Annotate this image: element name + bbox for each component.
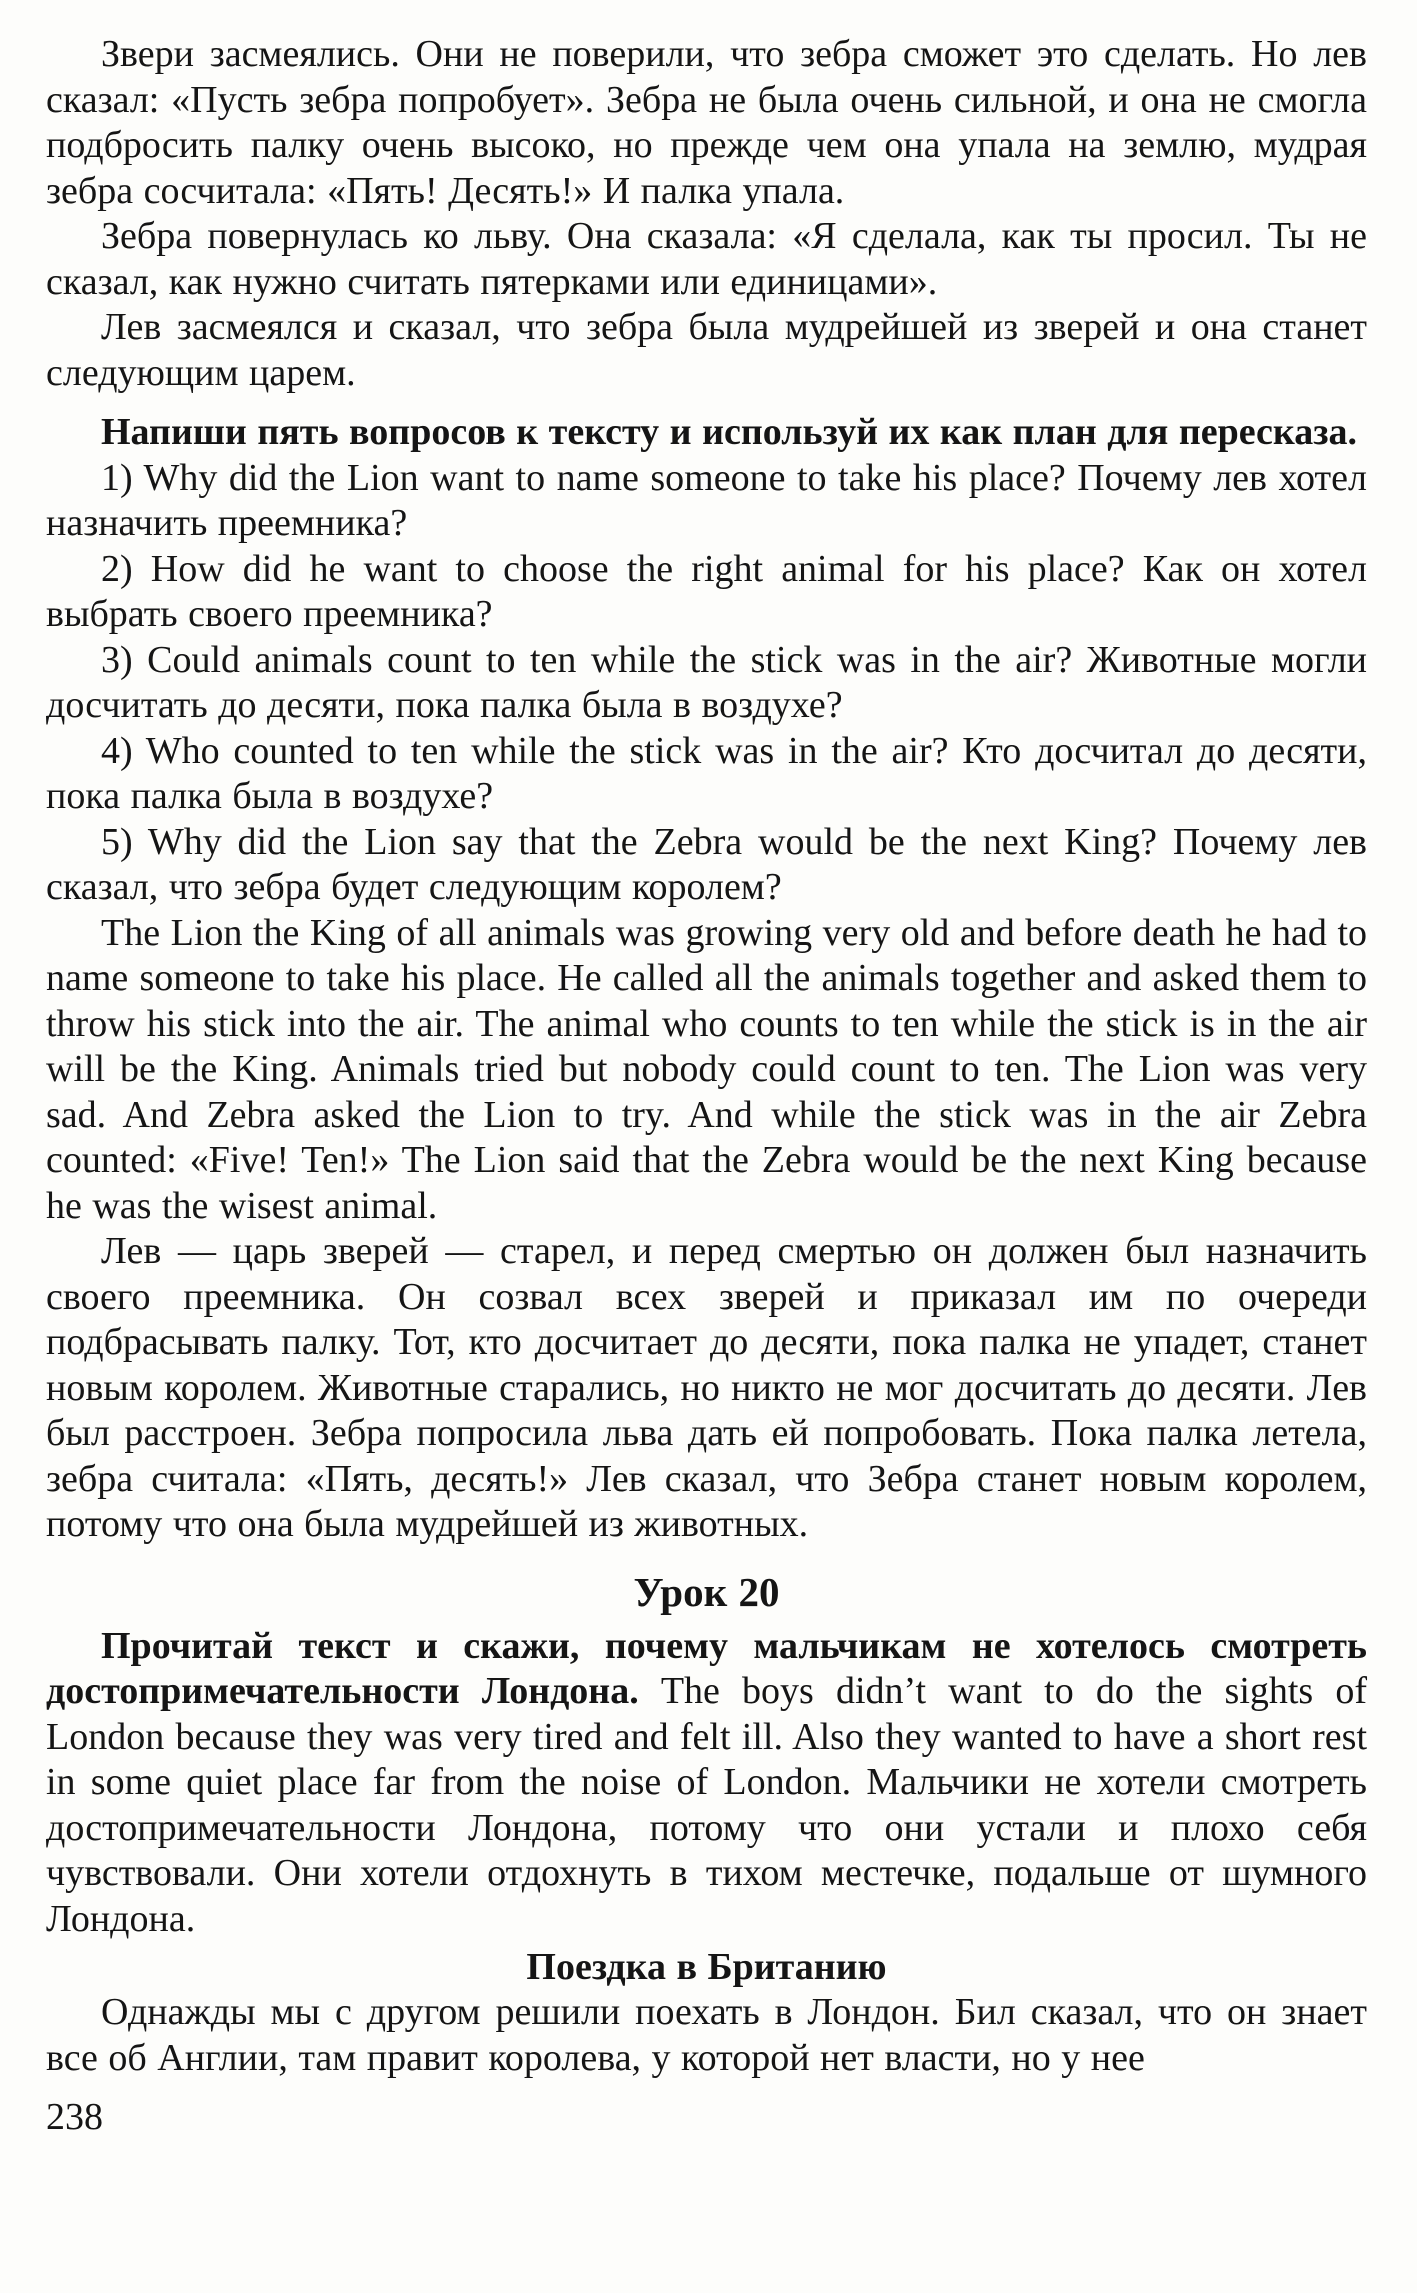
trip-heading: Поездка в Британию bbox=[526, 1946, 887, 1988]
question-2: 2) How did he want to choose the right animal for his place? Как он хотел выбрать своего преемника? bbox=[46, 547, 1367, 635]
retelling-english: The Lion the King of all animals was growing very old and before death he had to name someone to take his place. He called all the animals together and asked them to throw his stick into the air. The animal who counts to ten while the stick is in the air will be the King. Animals tried but nobody could count to ten. The Lion was very sad. And Zebra asked the Lion to try. And while the stick was in the air Zebra counted: «Five! Ten!» The Lion said that the Zebra would be the next King because he was the wisest animal. bbox=[46, 911, 1367, 1227]
paragraph-zebra-turned: Зебра повернулась ко льву. Она сказала: «Я сделала, как ты просил. Ты не сказал, как нужно считать пятерками или единицами». bbox=[46, 215, 1367, 303]
task-read-paragraph bbox=[46, 1624, 1367, 1943]
task-read-answer: The boys didn’t want to do the sights of London because they was very tired and felt ill. Also they wanted to have a short rest in some quiet place far from the noise of London. Мальчики не хотели смотреть достопримечательности Лондона, потому что они устали и плохо себя чувствовали. Они хотели отдохнуть в тихом местечке, подальше от шумного Лондона. bbox=[46, 1670, 1367, 1940]
paragraph-animals-laughed: Звери засмеялись. Они не поверили, что зебра сможет это сделать. Но лев сказал: «Пусть зебра попробует». Зебра не была очень сильной, и она не смогла подбросить палку очень высоко, но прежде чем она упала на землю, мудрая зебра сосчитала: «Пять! Десять!» И палка упала. bbox=[46, 33, 1367, 212]
task-write-questions: Напиши пять вопросов к тексту и используй их как план для пересказа. bbox=[101, 411, 1358, 453]
task-read-instruction: Прочитай текст и скажи, почему мальчикам не хотелось смотреть достопримечательности Лондона. bbox=[46, 1624, 1367, 1712]
question-5: 5) Why did the Lion say that the Zebra would be the next King? Почему лев сказал, что зебра будет следующим королем? bbox=[46, 820, 1367, 908]
paragraph-lion-laughed: Лев засмеялся и сказал, что зебра была мудрейшей из зверей и она станет следующим царем. bbox=[46, 306, 1367, 394]
question-3: 3) Could animals count to ten while the stick was in the air? Животные могли досчитать до десяти, пока палка была в воздухе? bbox=[46, 638, 1367, 726]
question-1: 1) Why did the Lion want to name someone to take his place? Почему лев хотел назначить преемника? bbox=[46, 456, 1367, 544]
lesson-heading: Урок 20 bbox=[633, 1568, 780, 1615]
retelling-russian: Лев — царь зверей — старел, и перед смертью он должен был назначить своего преемника. Он созвал всех зверей и приказал им по очереди подбрасывать палку. Тот, кто досчитает до десяти, пока палка не упадет, станет новым королем. Животные старались, но никто не мог досчитать до десяти. Лев был расстроен. Зебра попросила льва дать ей попробовать. Пока палка летела, зебра считала: «Пять, десять!» Лев сказал, что Зебра станет новым королем, потому что она была мудрейшей из животных. bbox=[46, 1230, 1367, 1545]
page-number: 238 bbox=[46, 2096, 103, 2138]
paragraph-trip: Однажды мы с другом решили поехать в Лондон. Бил сказал, что он знает все об Англии, там правит королева, у которой нет власти, но у нее bbox=[46, 1991, 1367, 2079]
question-4: 4) Who counted to ten while the stick was in the air? Кто досчитал до десяти, пока палка была в воздухе? bbox=[46, 729, 1367, 817]
